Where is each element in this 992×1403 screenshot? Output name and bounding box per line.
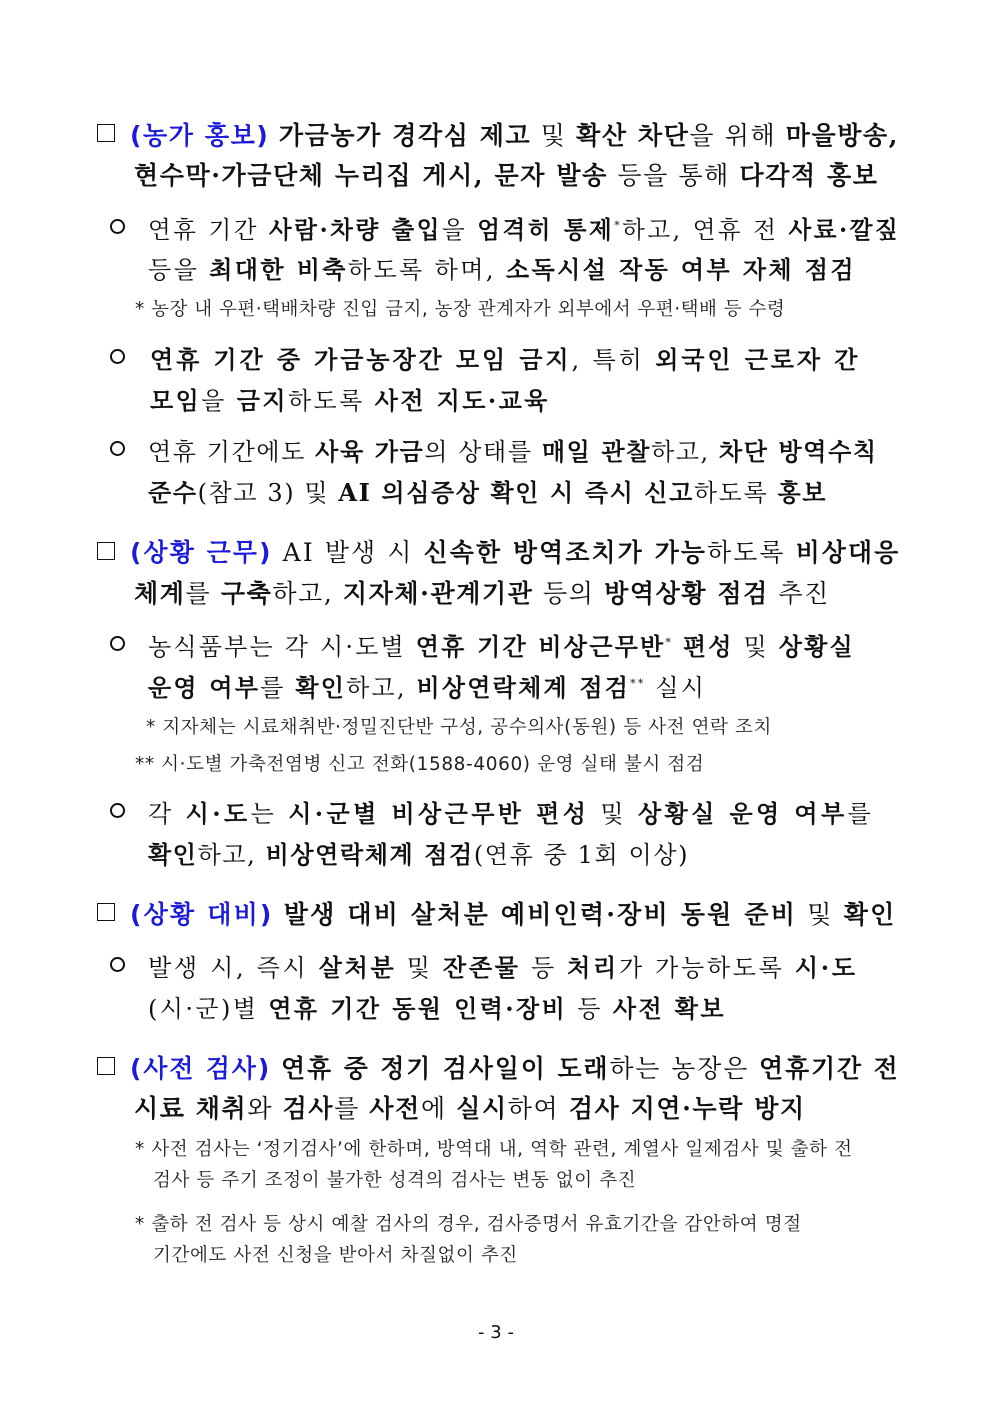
- section2-tag: (상황 근무): [130, 538, 273, 567]
- s2-bullet1-line1: 농식품부는 각 시·도별 연휴 기간 비상근무반* 편성 및 상황실: [148, 632, 855, 661]
- s4-note1-line2: 검사 등 주기 조정이 불가한 성격의 검사는 변동 없이 추진: [153, 1170, 637, 1191]
- s1-bullet2-line2: 모임을 금지하도록 사전 지도·교육: [150, 386, 550, 415]
- bullet-circle-icon: [110, 441, 125, 456]
- section4-line1: (사전 검사) 연휴 중 정기 검사일이 도래하는 농장은 연휴기간 전: [130, 1054, 900, 1083]
- section1-line2: 현수막·가금단체 누리집 게시, 문자 발송 등을 통해 다각적 홍보: [134, 161, 879, 190]
- bullet-circle-icon: [110, 636, 125, 651]
- s3-bullet1-line1: 발생 시, 즉시 살처분 및 잔존물 등 처리가 가능하도록 시·도: [148, 953, 858, 982]
- s2-bullet1-line2: 운영 여부를 확인하고, 비상연락체계 점검** 실시: [148, 673, 707, 702]
- bullet-circle-icon: [110, 803, 125, 818]
- section3-tag: (상황 대비): [130, 900, 274, 929]
- bullet-circle-icon: [110, 957, 125, 972]
- s1-bullet2-line1: 연휴 기간 중 가금농장간 모임 금지, 특히 외국인 근로자 간: [150, 345, 861, 374]
- s4-note2-line2: 기간에도 사전 신청을 받아서 차질없이 추진: [153, 1245, 518, 1266]
- s2-bullet2-line2: 확인하고, 비상연락체계 점검(연휴 중 1회 이상): [148, 840, 690, 869]
- section1-tag: (농가 홍보): [130, 121, 270, 150]
- s1-bullet1-note: * 농장 내 우편·택배차량 진입 금지, 농장 관계자가 외부에서 우편·택배 등 수령: [135, 299, 786, 320]
- bullet-circle-icon: [110, 219, 125, 234]
- section4-tag: (사전 검사): [130, 1054, 272, 1083]
- s3-bullet1-line2: (시·군)별 연휴 기간 동원 인력·장비 등 사전 확보: [148, 994, 726, 1023]
- s1-bullet1-line2: 등을 최대한 비축하도록 하며, 소독시설 작동 여부 자체 점검: [148, 255, 856, 284]
- s2-bullet1-note2: ** 시·도별 가축전염병 신고 전화(1588-4060) 운영 실태 불시 점검: [135, 754, 705, 775]
- s2-bullet2-line1: 각 시·도는 시·군별 비상근무반 편성 및 상황실 운영 여부를: [148, 799, 875, 828]
- s4-note1-line1: * 사전 검사는 ‘정기검사’에 한하며, 방역대 내, 역학 관련, 계열사 일제검사 및 출하 전: [135, 1139, 853, 1160]
- section2-line2: 체계를 구축하고, 지자체·관계기관 등의 방역상황 점검 추진: [134, 579, 830, 608]
- section1-line1: (농가 홍보) 가금농가 경각심 제고 및 확산 차단을 위해 마을방송,: [130, 121, 900, 150]
- s1-bullet3-line2: 준수(참고 3) 및 AI 의심증상 확인 시 즉시 신고하도록 홍보: [148, 478, 828, 507]
- section-checkbox-icon: [97, 903, 115, 921]
- page-number: - 3 -: [478, 1322, 514, 1343]
- section-checkbox-icon: [97, 1057, 115, 1075]
- bullet-circle-icon: [110, 349, 125, 364]
- section2-line1: (상황 근무) AI 발생 시 신속한 방역조치가 가능하도록 비상대응: [130, 538, 901, 567]
- section-checkbox-icon: [97, 542, 115, 560]
- section3-line1: (상황 대비) 발생 대비 살처분 예비인력·장비 동원 준비 및 확인: [130, 900, 897, 929]
- s4-note2-line1: * 출하 전 검사 등 상시 예찰 검사의 경우, 검사증명서 유효기간을 감안하여 명절: [135, 1214, 802, 1235]
- s2-bullet1-note1: * 지자체는 시료채취반·정밀진단반 구성, 공수의사(동원) 등 사전 연락 조치: [146, 717, 772, 738]
- section4-line2: 시료 채취와 검사를 사전에 실시하여 검사 지연·누락 방지: [134, 1094, 806, 1123]
- s1-bullet3-line1: 연휴 기간에도 사육 가금의 상태를 매일 관찰하고, 차단 방역수칙: [148, 437, 878, 466]
- s1-bullet1-line1: 연휴 기간 사람·차량 출입을 엄격히 통제*하고, 연휴 전 사료·깔짚: [148, 215, 901, 244]
- section-checkbox-icon: [97, 124, 115, 142]
